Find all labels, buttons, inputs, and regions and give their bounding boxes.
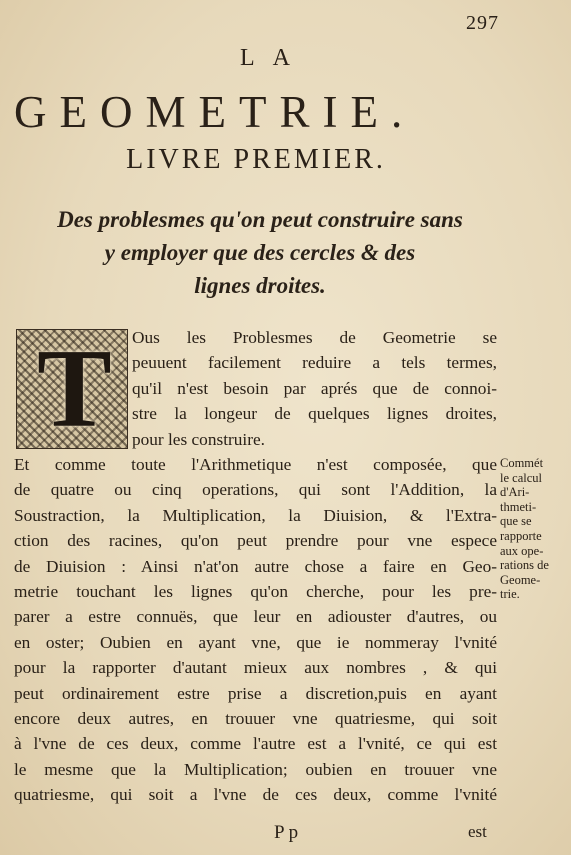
text-line: stre la longeur de quelques lignes droites, xyxy=(132,404,497,424)
title-la: LA xyxy=(240,45,308,71)
opening-lines xyxy=(132,325,497,452)
text-line: de Diuision : Ainsi n'at'on autre chose a faire en Geo- xyxy=(14,556,497,576)
text-line: encore deux autres, en trouuer vne quatriesme, qui soit xyxy=(14,708,497,728)
margin-note-line: rations de xyxy=(500,558,549,573)
text-line: de quatre ou cinq operations, qui sont l'Addition, la xyxy=(14,480,497,500)
chapter-subtitle xyxy=(40,203,480,302)
text-line: ction des racines, qu'on peut prendre pour vne espece xyxy=(14,531,497,551)
title-main: GEOMETRIE. xyxy=(14,87,416,137)
margin-note-line: Geome- xyxy=(500,572,541,587)
text-line: quatriesme, qui soit a l'vne de ces deux, comme l'vnité xyxy=(14,785,497,805)
page-number: 297 xyxy=(466,12,499,34)
text-line: en oster; Oubien en ayant vne, que ie nommeray l'vnité xyxy=(14,632,497,652)
text-line: le mesme que la Multiplication; oubien en trouuer vne xyxy=(14,759,497,779)
text-line: à l'vne de ces deux, comme l'autre est a l'vnité, ce qui est xyxy=(14,734,497,754)
margin-note-line: d'Ari- xyxy=(500,485,530,500)
subtitle-line: lignes droites. xyxy=(194,273,326,298)
text-line: peuuent facilement reduire a tels termes, xyxy=(132,353,497,373)
text-line: peut ordinairement estre prise a discretion,puis en ayant xyxy=(14,683,497,703)
catchword: est xyxy=(468,822,487,841)
text-line: pour les construire. xyxy=(132,429,265,449)
text-line: metrie touchant les lignes qu'on cherche, pour les pre- xyxy=(14,581,497,601)
text-line: Ous les Problesmes de Geometrie se xyxy=(132,328,497,347)
subtitle-line: y employer que des cercles & des xyxy=(104,240,416,265)
margin-note-line: que se xyxy=(500,514,532,529)
margin-note-line: aux ope- xyxy=(500,543,544,558)
body-text xyxy=(14,325,497,807)
opening-paragraph xyxy=(14,325,497,452)
margin-note-line: rapporte xyxy=(500,528,542,543)
decorated-initial xyxy=(16,329,128,449)
subtitle-line: Des problesmes qu'on peut construire sans xyxy=(57,207,463,232)
initial-letter: T xyxy=(37,327,112,451)
text-line: parer a estre connuës, que leur en adiouster d'autres, ou xyxy=(14,607,497,627)
margin-note-line: thmeti- xyxy=(500,499,537,514)
margin-note-line: Commét xyxy=(500,456,544,470)
signature-mark: P p xyxy=(274,822,299,843)
text-line: pour la rapporter d'autant mieux aux nombres , & qui xyxy=(14,658,497,678)
margin-note xyxy=(500,456,566,602)
text-line: Et comme toute l'Arithmetique n'est composée, que xyxy=(14,455,497,474)
margin-note-line: trie. xyxy=(500,587,520,602)
text-line: qu'il n'est besoin par aprés que de connoi- xyxy=(132,378,497,398)
title-livre: LIVRE PREMIER. xyxy=(126,144,386,175)
text-line: Soustraction, la Multiplication, la Diuision, & l'Extra- xyxy=(14,505,497,525)
margin-note-line: le calcul xyxy=(500,470,542,485)
